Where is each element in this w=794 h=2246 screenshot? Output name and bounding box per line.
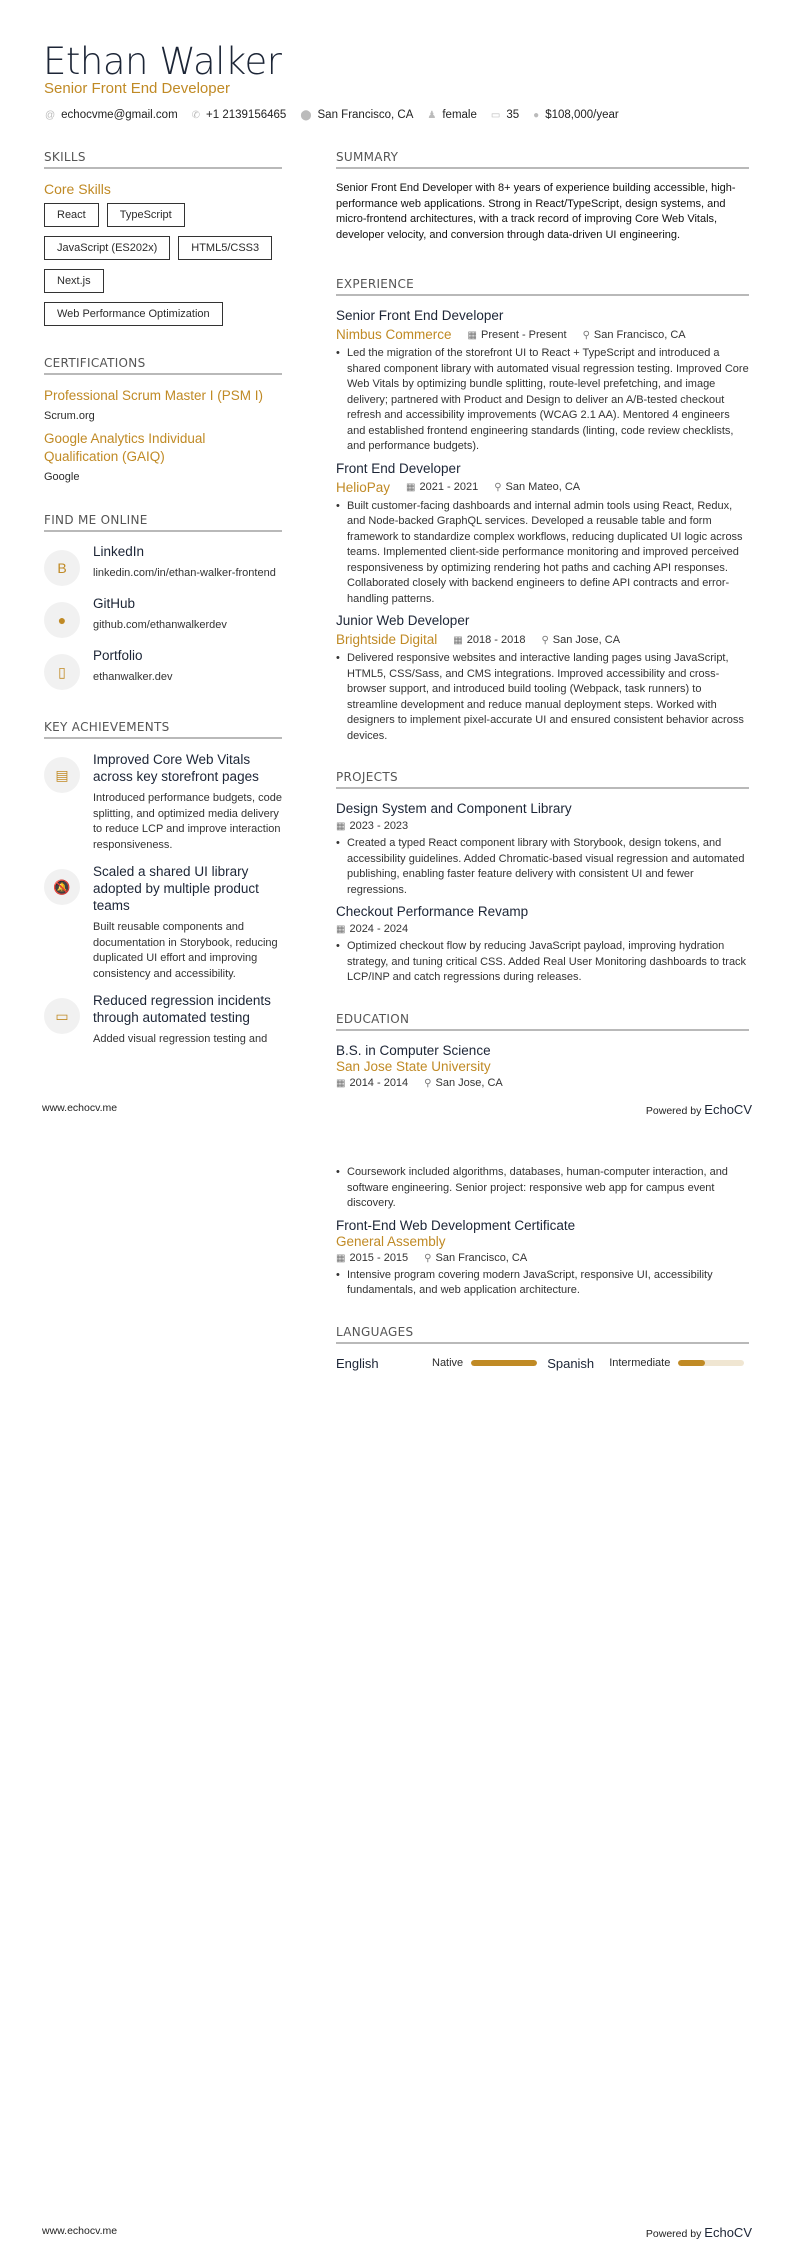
bullet: • Created a typed React component library with Storybook, design tokens, and accessibility guidelines. Added Chromatic-based visual regression and automated publishing, enabling faster feature delivery with consistent UI and fewer regressions.	[336, 836, 749, 898]
online-url[interactable]: github.com/ethanwalkerdev	[93, 619, 227, 631]
right-column	[336, 1165, 749, 1371]
achievement-desc: Built reusable components and documentation in Storybook, reducing duplicated UI effort and improving consistency and accessibility.	[93, 921, 278, 980]
brand-logo: EchoCV	[704, 2225, 752, 2240]
dates: 2023 - 2023	[349, 820, 409, 832]
calendar-icon: ▦	[453, 634, 463, 646]
footer-powered	[646, 1102, 752, 1117]
summary-heading: SUMMARY	[336, 150, 749, 169]
brand-logo: EchoCV	[704, 1102, 752, 1117]
contact-row	[45, 109, 619, 121]
github-icon: ●	[44, 602, 80, 638]
contact-email	[45, 109, 178, 121]
certifications-heading: CERTIFICATIONS	[44, 356, 282, 375]
language-level: Intermediate	[609, 1357, 671, 1369]
degree: Front-End Web Development Certificate	[336, 1217, 576, 1233]
cert-org: Scrum.org	[44, 410, 95, 422]
location-icon: ⬤	[300, 109, 312, 121]
contact-phone	[192, 109, 287, 121]
contact-text: $108,000/year	[545, 109, 619, 121]
experience-item	[336, 613, 749, 744]
location-icon: ⚲	[424, 1077, 432, 1089]
bullet: • Led the migration of the storefront UI to React + TypeScript and introduced a shared component library with automated visual regression testing. Improved Core Web Vitals by optimizing bundle splitting, route-level prefetching, and image delivery; partnered with Product and Design to deliver an A/B-tested checkout refresh and accessibility improvements (WCAG 2.1 AA). Mentored 4 engineers and established frontend engineering standards (linting, code review checklists, and performance budgets).	[336, 346, 749, 455]
footer-site[interactable]: www.echocv.me	[42, 2225, 118, 2237]
online-item-github	[44, 596, 282, 638]
dates: 2024 - 2024	[349, 923, 409, 935]
achievement-desc: Introduced performance budgets, code splitting, and optimized media delivery to reduce LCP and improve interaction responsiveness.	[93, 792, 282, 851]
calendar-icon: ▭	[44, 998, 80, 1034]
contact-text: +1 2139156465	[206, 109, 287, 121]
online-heading: FIND ME ONLINE	[44, 513, 282, 532]
project-title: Checkout Performance Revamp	[336, 904, 529, 919]
achievement-item	[44, 863, 282, 982]
languages-row	[336, 1356, 749, 1371]
contact-text: female	[442, 109, 477, 121]
location: San Jose, CA	[552, 633, 621, 646]
linkedin-icon: B	[44, 550, 80, 586]
achievement-title: Scaled a shared UI library adopted by multiple product teams	[93, 864, 259, 913]
language-bar	[471, 1360, 537, 1366]
achievement-title: Reduced regression incidents through automated testing	[93, 993, 271, 1025]
project-item	[336, 801, 749, 898]
phone-icon: ✆	[191, 109, 201, 121]
money-icon: ●	[533, 109, 540, 121]
company: HelioPay	[336, 479, 391, 495]
calendar-icon: ▦	[336, 821, 346, 832]
cert-org: Google	[44, 471, 80, 483]
skills-group-title: Core Skills	[44, 181, 111, 197]
left-column	[44, 150, 282, 1058]
contact-text: echocvme@gmail.com	[61, 109, 178, 121]
contact-location	[300, 109, 413, 121]
education-item	[336, 1218, 749, 1299]
location: San Francisco, CA	[435, 1251, 528, 1264]
person-icon: ♟	[427, 109, 437, 121]
location: San Mateo, CA	[505, 481, 581, 493]
contact-gender	[427, 109, 477, 121]
projects-heading: PROJECTS	[336, 770, 749, 789]
online-url[interactable]: linkedin.com/in/ethan-walker-frontend	[93, 567, 276, 579]
school: General Assembly	[336, 1233, 446, 1249]
skill-tag: Web Performance Optimization	[44, 302, 223, 326]
candidate-name: Ethan Walker	[43, 40, 282, 83]
job-title: Front End Developer	[336, 460, 461, 476]
bullet: • Optimized checkout flow by reducing JavaScript payload, improving hydration strategy, and tuning critical CSS. Added Real User Monitoring dashboards to track LCP/INP and catch regressions during releases.	[336, 939, 749, 986]
resume-page-2	[0, 1123, 794, 2246]
bullet: • Intensive program covering modern JavaScript, responsive UI, accessibility fundamentals, and web application architecture.	[336, 1268, 749, 1299]
footer-site[interactable]: www.echocv.me	[42, 1102, 118, 1114]
online-name: LinkedIn	[93, 544, 145, 559]
location-icon: ⚲	[494, 482, 502, 493]
skill-tag: HTML5/CSS3	[178, 236, 272, 260]
calendar-icon: ▦	[467, 329, 477, 341]
candidate-role: Senior Front End Developer	[44, 80, 230, 97]
achievements-heading: KEY ACHIEVEMENTS	[44, 720, 282, 739]
calendar-icon: ▦	[336, 1252, 346, 1264]
footer-powered	[646, 2225, 752, 2240]
online-name: Portfolio	[93, 648, 143, 663]
location-icon: ⚲	[541, 634, 549, 646]
achievement-item	[44, 751, 282, 853]
powered-label: Powered by	[645, 2228, 702, 2240]
dates: 2014 - 2014	[349, 1076, 409, 1089]
portfolio-icon: ▯	[44, 654, 80, 690]
skill-tag: React	[44, 203, 99, 227]
dates: 2015 - 2015	[349, 1251, 409, 1264]
experience-heading: EXPERIENCE	[336, 277, 749, 296]
bell-off-icon: 🔕	[44, 869, 80, 905]
bullet: • Delivered responsive websites and interactive landing pages using JavaScript, HTML5, CSS/Sass, and CMS integrations. Improved accessibility and cross-browser support, and introduced build tooling (Webpack, task runners) to streamline development and reduce manual deployment steps. Worked with designers to implement pixel-accurate UI and ensured consistent behavior across devices.	[336, 651, 749, 744]
skill-tag: JavaScript (ES202x)	[44, 236, 170, 260]
bullet: • Coursework included algorithms, databases, human-computer interaction, and software engineering. Senior project: responsive web app for campus event discovery.	[336, 1165, 749, 1212]
education-item	[336, 1043, 749, 1089]
document-icon: ▤	[44, 757, 80, 793]
calendar-icon: ▦	[336, 1077, 346, 1089]
contact-text: San Francisco, CA	[317, 109, 414, 121]
cert-title: Google Analytics Individual Qualification (GAIQ)	[44, 431, 206, 464]
location-icon: ⚲	[582, 329, 590, 341]
calendar-icon: ▦	[406, 482, 416, 493]
achievement-title: Improved Core Web Vitals across key storefront pages	[93, 752, 259, 784]
location: San Francisco, CA	[593, 328, 686, 341]
project-title: Design System and Component Library	[336, 801, 572, 816]
bullet: • Built customer-facing dashboards and internal admin tools using React, Redux, and Node-backed GraphQL services. Developed a reusable table and form framework to standardize complex workflows, reducing duplicated UI logic across teams. Implemented client-side performance monitoring and improved perceived responsiveness by optimizing rendering hot paths and caching API responses. Collaborated closely with backend engineers to define API contracts and error-handling patterns.	[336, 499, 749, 608]
powered-label: Powered by	[645, 1105, 702, 1117]
online-item-linkedin	[44, 544, 282, 586]
dates: Present - Present	[480, 328, 567, 341]
calendar-icon: ▦	[336, 924, 346, 935]
online-url[interactable]: ethanwalker.dev	[93, 671, 173, 683]
experience-item	[336, 308, 749, 455]
skills-heading: SKILLS	[44, 150, 282, 169]
language-bar-fill	[471, 1360, 537, 1366]
dates: 2018 - 2018	[466, 633, 526, 646]
job-title: Senior Front End Developer	[336, 308, 504, 323]
location: San Jose, CA	[435, 1076, 503, 1089]
summary-text: Senior Front End Developer with 8+ years of experience building accessible, high-performance web applications. Strong in React/TypeScript, design systems, and micro-frontend architectures, with a track record of improving Core Web Vitals, developer velocity, and conversion through data-driven UI engineering.	[336, 182, 736, 241]
right-column	[336, 150, 749, 1093]
language-bar-fill	[678, 1360, 704, 1366]
location-icon: ⚲	[424, 1252, 432, 1264]
achievement-desc: Added visual regression testing and	[93, 1033, 268, 1045]
language-level: Native	[432, 1357, 464, 1369]
at-icon: @	[45, 109, 56, 121]
degree: B.S. in Computer Science	[336, 1042, 491, 1058]
skill-tag: Next.js	[44, 269, 104, 293]
contact-text: 35	[506, 109, 520, 121]
language-name: Spanish	[547, 1355, 595, 1371]
project-item	[336, 904, 749, 986]
company: Nimbus Commerce	[336, 327, 452, 342]
contact-salary	[533, 109, 619, 121]
language-bar	[678, 1360, 744, 1366]
achievement-item	[44, 992, 282, 1048]
school: San Jose State University	[336, 1058, 491, 1074]
company: Brightside Digital	[336, 632, 438, 647]
skill-tag: TypeScript	[107, 203, 185, 227]
online-item-portfolio	[44, 648, 282, 690]
cert-title: Professional Scrum Master I (PSM I)	[44, 388, 264, 403]
education-heading: EDUCATION	[336, 1012, 749, 1031]
calendar-icon: ▭	[490, 109, 501, 121]
experience-item	[336, 461, 749, 608]
job-title: Junior Web Developer	[336, 613, 470, 628]
language-name: English	[336, 1355, 379, 1371]
dates: 2021 - 2021	[419, 481, 479, 493]
skills-tags	[44, 203, 282, 326]
online-name: GitHub	[93, 596, 136, 611]
languages-heading: LANGUAGES	[336, 1325, 749, 1344]
contact-age	[491, 109, 519, 121]
